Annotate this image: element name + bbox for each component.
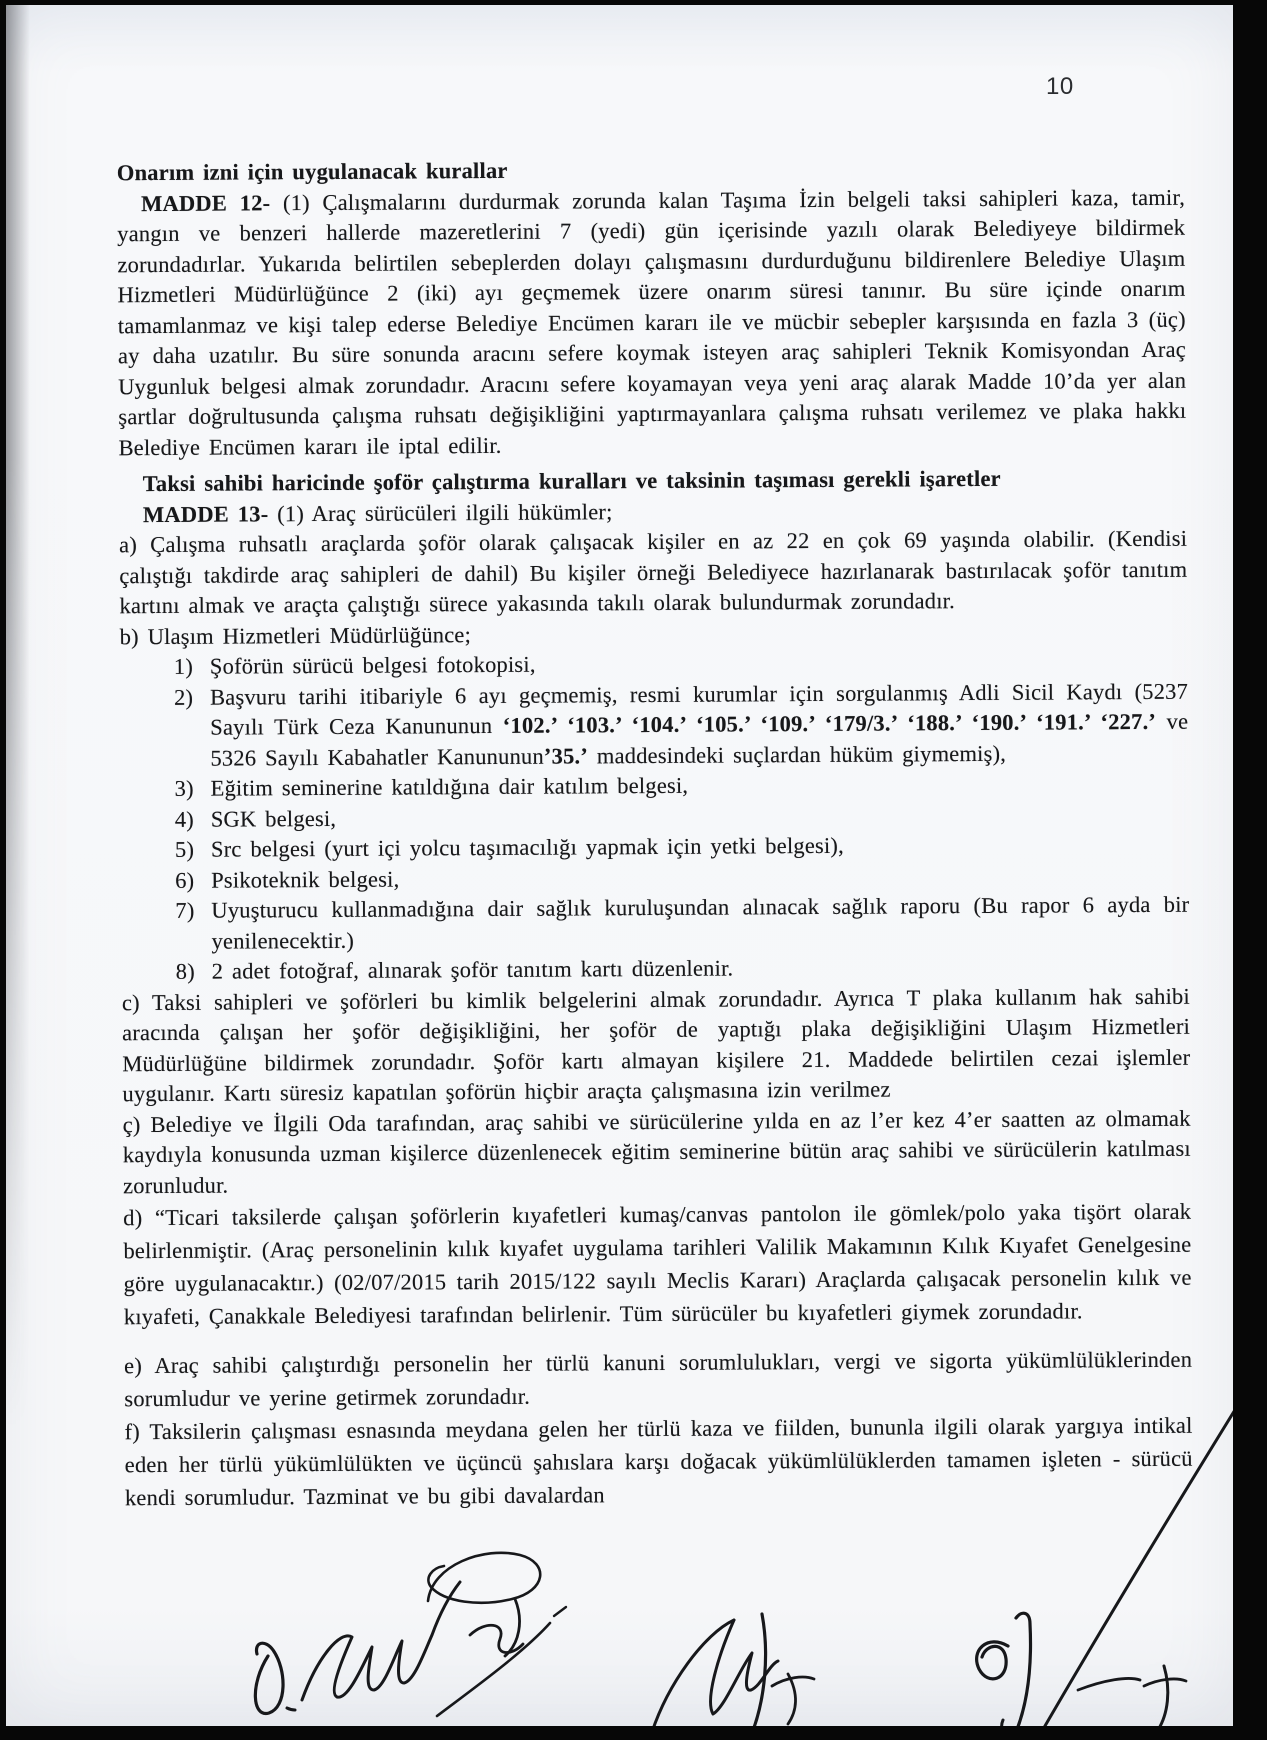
list-item-number: 1) (173, 653, 194, 679)
bold-text-run: ’35.’ (543, 742, 589, 769)
signature-3-stroke (1078, 1678, 1140, 1690)
text-run: Başvuru tarihi itibariyle 6 ayı geçmemiş, resmi kurumlar için sorgulanmış Adli Sicil Kaydı (5237 Sayılı Türk Ceza Kanununun (209, 678, 1189, 740)
signature-1-stroke (287, 1708, 295, 1710)
signature-1-stroke (437, 1623, 550, 1716)
document-body (117, 152, 1193, 1514)
text-run: c) Taksi sahipleri ve şoförleri bu kimlik belgelerini almak zorundadır. Ayrıca T plaka kullanım hak sahibi aracında çalışan her şoför değişikliğini, her şoför de yaptığı plaka değişikliğini Ulaşım Hizmetleri Müdürlüğüne bildirmek zorundadır. Şoför kartı almayan kişilere 21. Maddede belirtilen cezai işlemler uygulanır. Kartı süresiz kapatılan şoförün hiçbir araçta çalışmasına izin verilmez (121, 983, 1191, 1107)
text-run: Uyuşturucu kullanmadığına dair sağlık kuruluşundan alınacak sağlık raporu (Bu rapor 6 ayda bir yenilenecektir.) (211, 891, 1190, 954)
text-run: (1) Çalışmalarını durdurmak zorunda kalan Taşıma İzin belgeli taksi sahipleri kaza, tamir, yangın ve benzeri hallerde mazeretlerini 7 (yedi) gün içerisinde yazılı olarak Belediyeye bildirmek zorundadırlar. Yukarıda belirtilen sebeplerden dolayı çalışmasını durdurduğunu bildirenlere Belediye Ulaşım Hizmetleri Müdürlüğünce 2 (iki) ayı geçmemek üzere onarım süresi tanınır. Bu süre içinde onarım tamamlanmaz ve kişi talep ederse Belediye Encümen kararı ile ve mücbir sebepler karşısında en fazla 3 (üç) ay daha uzatılır. Bu süre sonunda aracını sefere koymak isteyen araç sahipleri Teknik Komisyondan Araç Uygunluk belgesi almak zorundadır. Aracını sefere koyamayan veya yeni araç alarak Madde 10’da yer alan şartlar doğrultusunda çalışma ruhsatı değişikliğini yaptırmayanlara çalışma ruhsatı verilemez ve plaka hakkı Belediye Encümen kararı ile iptal edilir. (117, 184, 1187, 460)
text-run: SGK belgesi, (210, 805, 337, 832)
text-run: Eğitim seminerine katıldığına dair katılım belgesi, (210, 772, 689, 801)
text-run: 2 adet fotoğraf, alınarak şoför tanıtım kartı düzenlenir. (211, 955, 734, 984)
bold-text-run: MADDE 12- (140, 189, 284, 216)
bold-text-run: ‘102.’ ‘103.’ ‘104.’ ‘105.’ ‘109.’ ‘179/3.’ ‘188.’ ‘190.’ ‘191.’ ‘227.’ (502, 708, 1157, 738)
text-run: (1) Araç sürücüleri ilgili hükümler; (277, 498, 613, 526)
signature-3-stroke (1144, 1679, 1186, 1686)
text-run: maddesindeki suçlardan hüküm giymemiş), (587, 740, 1007, 768)
paragraph (123, 1195, 1192, 1334)
scan-edge-right (1233, 0, 1267, 1740)
signature-2-stroke (652, 1620, 734, 1732)
signature-2-stroke (711, 1620, 778, 1714)
list-item-number: 7) (175, 897, 195, 923)
signature-2 (642, 1612, 857, 1740)
text-run: f) Taksilerin çalışması esnasında meydana gelen her türlü kaza ve fiilden, bununla ilgili olarak yargıya intikal eden her türlü yükümlülükten ve üçüncü şahıslara karşı doğacak yükümlülüklerden tamamen işleten - sürücü kendi sorumludur. Tazminat ve bu gibi davalardan (124, 1412, 1193, 1511)
list-item-text (211, 890, 1189, 957)
text-run: ve 5326 Sayılı Kabahatler Kanununun (210, 708, 1189, 771)
bold-text-run: MADDE 13- (142, 500, 278, 527)
text-run: Şoförün sürücü belgesi fotokopisi, (209, 651, 536, 679)
list-item (121, 890, 1189, 958)
paragraph (122, 981, 1191, 1110)
text-run: a) Çalışma ruhsatlı araçlarda şoför olarak çalışacak kişiler en az 22 en çok 69 yaşında olabilir. (Kendisi çalıştığı takdirde araç sahipleri de dahil) Bu kişiler örneği Belediyece hazırlanarak bastırılacak şoför tanıtım kartını almak ve araçta çalıştığı sürece yakasında takılı olarak bulundurmak zorundadır. (119, 525, 1188, 619)
bold-text-run: Onarım izni için uygulanacak kurallar (116, 157, 508, 186)
paragraph (123, 1103, 1192, 1201)
list-item (120, 676, 1189, 774)
list-item-number: 8) (175, 958, 195, 984)
signature-1 (232, 1538, 584, 1738)
paragraph (119, 524, 1188, 622)
text-run: d) “Ticari taksilerde çalışan şoförlerin kıyafetleri kumaş/canvas pantolon ile gömlek/polo yaka tişört olarak belirlenmiştir. (Araç personelinin kılık kıyafet uygulama tarihleri Valilik Makamının Kılık Kıyafet Genelgesine göre uygulanacaktır.) (02/07/2015 tarih 2015/122 sayılı Meclis Kararı) Araçlarda çalışacak personelin kılık ve kıyafeti, Çanakkale Belediyesi tarafından belirlenir. Tüm sürücüler bu kıyafetleri giymek zorundadır. (123, 1198, 1192, 1330)
list-item-number: 3) (174, 775, 194, 801)
paragraph (117, 182, 1187, 463)
text-run: Src belgesi (yurt içi yolcu taşımacılığı yapmak için yetki belgesi), (210, 832, 844, 862)
signature-3-stroke (977, 1642, 1008, 1679)
scan-edge-top (0, 0, 1267, 5)
list-item-number: 4) (174, 806, 195, 832)
text-run: ç) Belediye ve İlgili Oda tarafından, araç sahibi ve sürücülerine yılda en az l’er kez 4’er saatten az olmamak kaydıyla konusunda uzman kişilerce düzenlenecek eğitim seminerine bütün araç sahibi ve sürücülerin katılması zorunludur. (122, 1105, 1191, 1198)
signature-3-stroke (1158, 1666, 1168, 1730)
list-item-number: 2) (173, 684, 194, 710)
text-run: e) Araç sahibi çalıştırdığı personelin her türlü kanuni sorumlulukları, vergi ve sigorta yükümlülüklerinden sorumludur ve yerine getirmek zorundadır. (124, 1346, 1193, 1412)
signature-1-stroke (470, 1625, 523, 1652)
signature-3-stroke (1016, 1613, 1030, 1732)
text-run: b) Ulaşım Hizmetleri Müdürlüğünce; (119, 621, 472, 649)
circle-annotation-isleten (428, 1553, 540, 1603)
list-item-text (210, 676, 1189, 773)
signature-3 (928, 1378, 1267, 1740)
signature-1-stroke (255, 1643, 283, 1713)
signature-2-stroke (750, 1614, 766, 1738)
signature-1-stroke (302, 1582, 460, 1700)
scan-edge-left (0, 0, 6, 1740)
list-item-number: 6) (175, 867, 195, 893)
page-number: 10 (1046, 73, 1074, 100)
bold-text-run: Taksi sahibi haricinde şoför çalıştırma kuralları ve taksinin taşıması gerekli işaretler (142, 465, 1001, 497)
signature-2-stroke (788, 1674, 796, 1724)
requirements-list (120, 646, 1190, 988)
text-run: Psikoteknik belgesi, (211, 866, 400, 893)
signature-1-stroke (554, 1607, 566, 1616)
list-item-number: 5) (174, 836, 195, 862)
scan-edge-bottom (0, 1726, 1267, 1740)
signature-3-stroke (1038, 1392, 1246, 1738)
